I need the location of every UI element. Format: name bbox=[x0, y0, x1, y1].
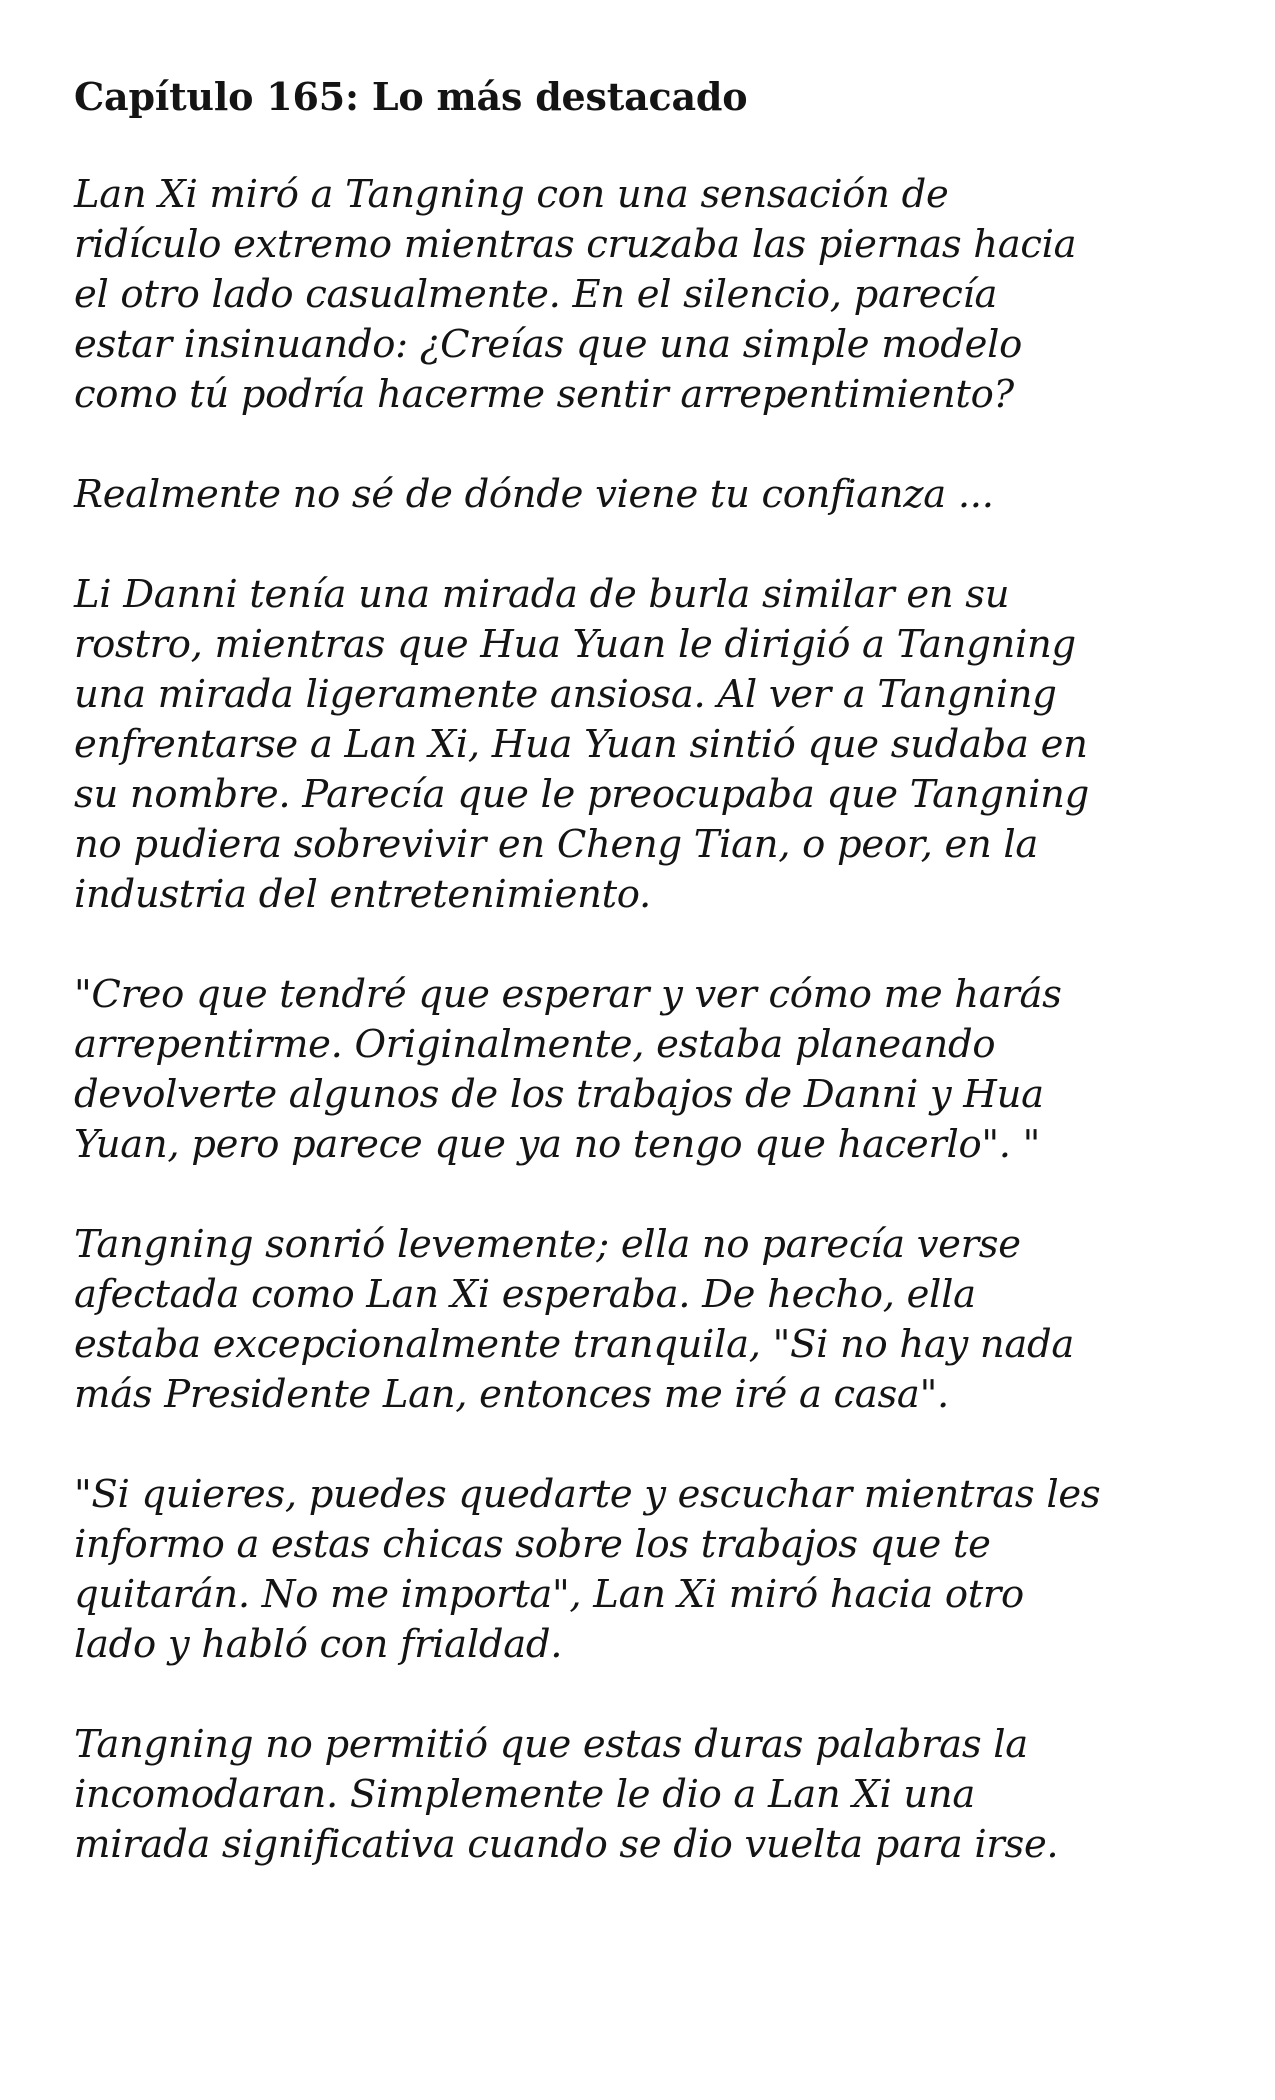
text-line: Lan Xi miró a Tangning con una sensación de bbox=[74, 172, 949, 217]
text-line: informo a estas chicas sobre los trabajos que te bbox=[74, 1522, 991, 1567]
text-line: más Presidente Lan, entonces me iré a casa". bbox=[74, 1372, 949, 1417]
text-line: Li Danni tenía una mirada de burla similar en su bbox=[74, 572, 1010, 617]
text-line: el otro lado casualmente. En el silencio, parecía bbox=[74, 272, 998, 317]
text-line: estar insinuando: ¿Creías que una simple modelo bbox=[74, 322, 1023, 367]
chapter-title: Capítulo 165: Lo más destacado bbox=[74, 74, 748, 119]
paragraph-7 bbox=[74, 1720, 1215, 1870]
text-line: su nombre. Parecía que le preocupaba que Tangning bbox=[74, 772, 1089, 817]
text-line: "Creo que tendré que esperar y ver cómo me harás bbox=[74, 972, 1062, 1017]
text-line: estaba excepcionalmente tranquila, "Si no hay nada bbox=[74, 1322, 1075, 1367]
text-line: Tangning sonrió levemente; ella no parecía verse bbox=[74, 1222, 1021, 1267]
paragraph-5 bbox=[74, 1220, 1215, 1420]
text-line: quitarán. No me importa", Lan Xi miró hacia otro bbox=[74, 1572, 1024, 1617]
text-line: como tú podría hacerme sentir arrepentimiento? bbox=[74, 372, 1014, 417]
text-line: Yuan, pero parece que ya no tengo que hacerlo". " bbox=[74, 1122, 1041, 1167]
text-line: una mirada ligeramente ansiosa. Al ver a Tangning bbox=[74, 672, 1057, 717]
text-line: arrepentirme. Originalmente, estaba planeando bbox=[74, 1022, 996, 1067]
paragraph-2 bbox=[74, 470, 1215, 520]
paragraph-1 bbox=[74, 170, 1215, 420]
paragraph-3 bbox=[74, 570, 1215, 920]
text-line: ridículo extremo mientras cruzaba las piernas hacia bbox=[74, 222, 1077, 267]
text-line: rostro, mientras que Hua Yuan le dirigió a Tangning bbox=[74, 622, 1076, 667]
paragraph-6 bbox=[74, 1470, 1215, 1670]
text-line: enfrentarse a Lan Xi, Hua Yuan sintió que sudaba en bbox=[74, 722, 1088, 767]
text-line: devolverte algunos de los trabajos de Danni y Hua bbox=[74, 1072, 1044, 1117]
text-line: Tangning no permitió que estas duras palabras la bbox=[74, 1722, 1028, 1767]
text-line: industria del entretenimiento. bbox=[74, 872, 651, 917]
paragraph-4 bbox=[74, 970, 1215, 1170]
text-line: incomodaran. Simplemente le dio a Lan Xi una bbox=[74, 1772, 976, 1817]
text-line: Realmente no sé de dónde viene tu confianza ... bbox=[74, 472, 994, 517]
text-line: "Si quieres, puedes quedarte y escuchar mientras les bbox=[74, 1472, 1101, 1517]
text-line: mirada significativa cuando se dio vuelta para irse. bbox=[74, 1822, 1059, 1867]
text-line: no pudiera sobrevivir en Cheng Tian, o peor, en la bbox=[74, 822, 1039, 867]
text-line: afectada como Lan Xi esperaba. De hecho, ella bbox=[74, 1272, 976, 1317]
text-line: lado y habló con frialdad. bbox=[74, 1622, 563, 1667]
